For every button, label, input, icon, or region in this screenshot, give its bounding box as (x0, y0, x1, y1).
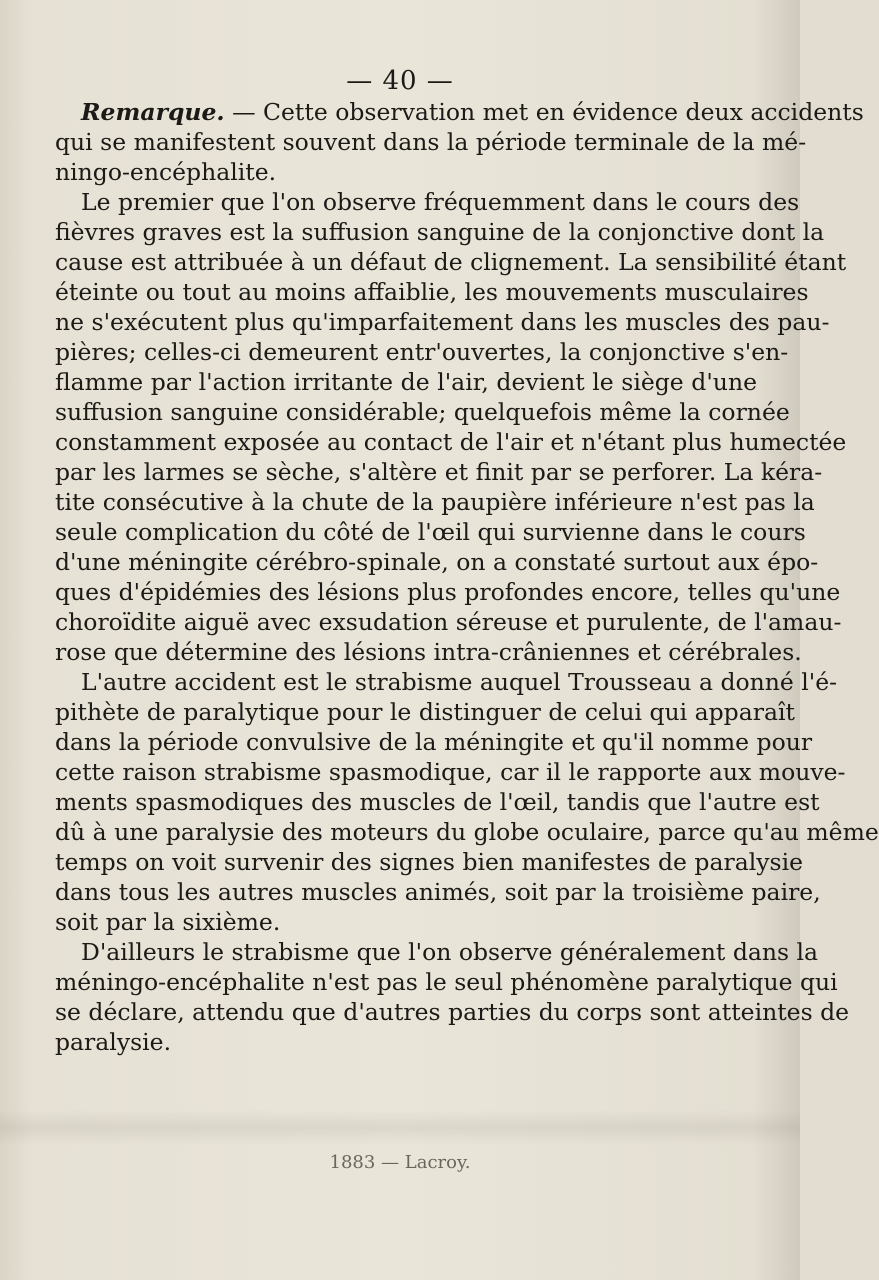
text-line: seule complication du côté de l'œil qui survienne dans le cours (55, 518, 806, 546)
text-line-span: — Cette observation met en évidence deux accidents (224, 98, 864, 126)
text-line: L'autre accident est le strabisme auquel Trousseau a donné l'é- (81, 668, 838, 696)
text-line: ques d'épidémies des lésions plus profondes encore, telles qu'une (55, 578, 841, 606)
text-line: Le premier que l'on observe fréquemment dans le cours des (81, 188, 800, 216)
text-line: pières; celles-ci demeurent entr'ouvertes, la conjonctive s'en- (55, 338, 789, 366)
text-line: qui se manifestent souvent dans la période terminale de la mé- (55, 128, 807, 156)
text-line: paralysie. (55, 1028, 172, 1056)
text-line: choroïdite aiguë avec exsudation séreuse et purulente, de l'amau- (55, 608, 842, 636)
text-line: dans tous les autres muscles animés, soit par la troisième paire, (55, 878, 821, 906)
text-line: éteinte ou tout au moins affaiblie, les mouvements musculaires (55, 278, 809, 306)
text-line: par les larmes se sèche, s'altère et finit par se perforer. La kéra- (55, 458, 823, 486)
text-line: suffusion sanguine considérable; quelquefois même la cornée (55, 398, 790, 426)
text-line: d'une méningite cérébro-spinale, on a constaté surtout aux épo- (55, 548, 819, 576)
text-line: se déclare, attendu que d'autres parties du corps sont atteintes de (55, 998, 850, 1026)
text-line: ningo-encéphalite. (55, 158, 277, 186)
remarque-label: Remarque. (81, 98, 225, 126)
text-line: ments spasmodiques des muscles de l'œil, tandis que l'autre est (55, 788, 820, 816)
text-line: fièvres graves est la suffusion sanguine de la conjonctive dont la (55, 218, 825, 246)
text-line: pithète de paralytique pour le distinguer de celui qui apparaît (55, 698, 795, 726)
page-body (55, 97, 879, 1057)
text-line: dans la période convulsive de la méningite et qu'il nomme pour (55, 728, 813, 756)
text-line: D'ailleurs le strabisme que l'on observe généralement dans la (81, 938, 819, 966)
printer-footer: 1883 — Lacroy. (329, 1152, 471, 1173)
text-line: temps on voit survenir des signes bien manifestes de paralysie (55, 848, 804, 876)
text-line (55, 97, 864, 127)
text-line: constamment exposée au contact de l'air et n'étant plus humectée (55, 428, 847, 456)
page-number: — 40 — (346, 66, 454, 96)
text-line: soit par la sixième. (55, 908, 281, 936)
text-line: dû à une paralysie des moteurs du globe oculaire, parce qu'au même (55, 818, 879, 846)
text-line: tite consécutive à la chute de la paupière inférieure n'est pas la (55, 488, 815, 516)
text-line: flamme par l'action irritante de l'air, devient le siège d'une (55, 368, 757, 396)
text-line: ne s'exécutent plus qu'imparfaitement dans les muscles des pau- (55, 308, 830, 336)
text-line: méningo-encéphalite n'est pas le seul phénomène paralytique qui (55, 968, 838, 996)
text-line: cette raison strabisme spasmodique, car il le rapporte aux mouve- (55, 758, 846, 786)
text-line: cause est attribuée à un défaut de clignement. La sensibilité étant (55, 248, 847, 276)
show-through-shadow (0, 1110, 800, 1145)
text-line: rose que détermine des lésions intra-crâniennes et cérébrales. (55, 638, 802, 666)
